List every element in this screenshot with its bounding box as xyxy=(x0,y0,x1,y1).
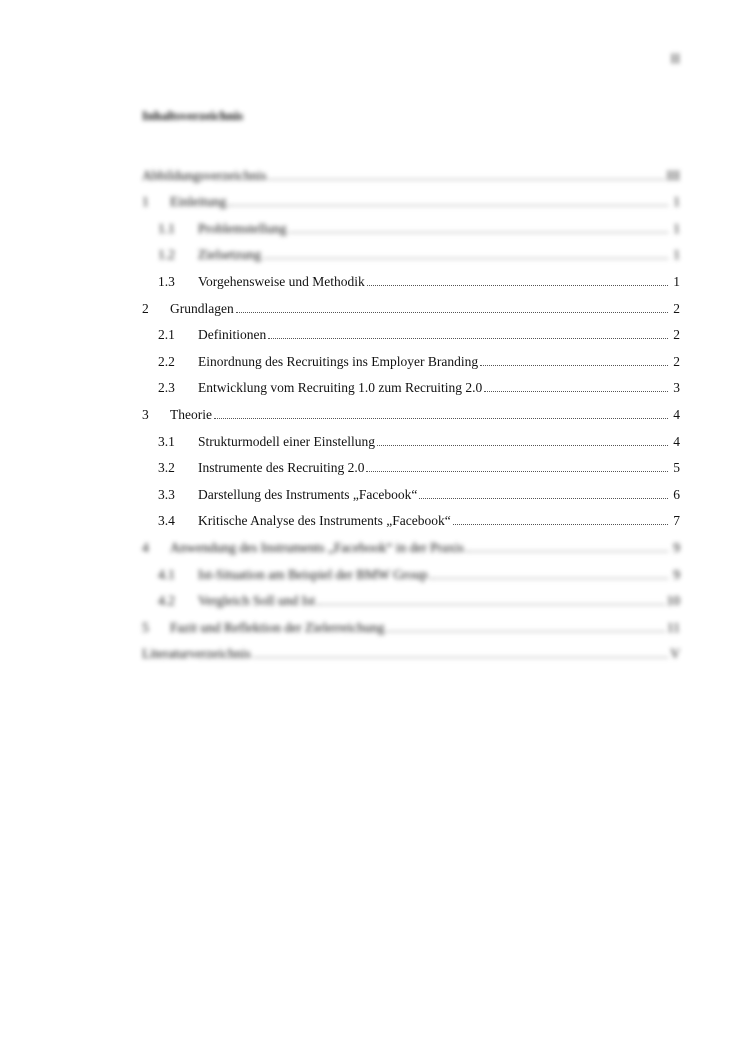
toc-entry-3-2[interactable] xyxy=(142,450,680,477)
toc-entry-number: 4.1 xyxy=(158,566,175,582)
toc-entry-1-3[interactable] xyxy=(142,263,680,290)
toc-entry-number: 3 xyxy=(142,406,149,422)
toc-entry-title: Fazit und Reflektion der Zielerreichung xyxy=(170,619,385,635)
dot-leader xyxy=(289,231,669,233)
toc-entry-number: 2 xyxy=(142,300,149,316)
dot-leader xyxy=(236,311,668,313)
toc-entry-page: 2 xyxy=(673,300,680,316)
toc-entry-page: 1 xyxy=(673,194,680,210)
toc-entry-2-3[interactable] xyxy=(142,370,680,397)
toc-entry-number: 3.1 xyxy=(158,433,175,449)
toc-entry-4-1[interactable] xyxy=(142,556,680,583)
toc-entry-page: 10 xyxy=(666,593,680,609)
toc-entry-title: Theorie xyxy=(170,406,212,422)
toc-entry-3-1[interactable] xyxy=(142,423,680,450)
toc-entry-page: 1 xyxy=(673,273,680,289)
toc-entry-abbildungsverzeichnis[interactable] xyxy=(142,157,680,184)
dot-leader xyxy=(366,470,668,472)
dot-leader xyxy=(377,444,668,446)
dot-leader xyxy=(214,417,668,419)
dot-leader xyxy=(419,497,668,499)
dot-leader xyxy=(430,577,668,579)
toc-entry-number: 4 xyxy=(142,539,149,555)
toc-entry-page: 4 xyxy=(673,406,680,422)
dot-leader xyxy=(453,523,668,525)
toc-entry-1-1[interactable] xyxy=(142,210,680,237)
toc-entry-number: 1.2 xyxy=(158,247,175,263)
table-of-contents xyxy=(142,157,680,662)
toc-entry-2-2[interactable] xyxy=(142,343,680,370)
dot-leader xyxy=(268,337,668,339)
toc-entry-1[interactable] xyxy=(142,184,680,211)
toc-entry-title: Darstellung des Instruments „Facebook“ xyxy=(198,486,418,502)
toc-entry-page: 3 xyxy=(673,380,680,396)
toc-entry-page: 2 xyxy=(673,353,680,369)
dot-leader xyxy=(263,257,668,259)
dot-leader xyxy=(228,204,668,206)
toc-entry-number: 3.2 xyxy=(158,460,175,476)
toc-entry-title: Anwendung des Instruments „Facebook“ in der Praxis xyxy=(170,539,464,555)
toc-entry-2[interactable] xyxy=(142,290,680,317)
toc-entry-number: 2.2 xyxy=(158,353,175,369)
toc-entry-3[interactable] xyxy=(142,396,680,423)
toc-entry-title: Definitionen xyxy=(198,327,267,343)
toc-entry-title: Instrumente des Recruiting 2.0 xyxy=(198,460,365,476)
toc-entry-5[interactable] xyxy=(142,609,680,636)
toc-entry-title: Kritische Analyse des Instruments „Facebook“ xyxy=(198,513,451,529)
toc-entry-title: Grundlagen xyxy=(170,300,234,316)
toc-entry-number: 5 xyxy=(142,619,149,635)
toc-entry-3-4[interactable] xyxy=(142,503,680,530)
toc-entry-page: 5 xyxy=(673,460,680,476)
toc-entry-2-1[interactable] xyxy=(142,317,680,344)
toc-entry-page: 9 xyxy=(673,566,680,582)
page-number: II xyxy=(670,52,680,67)
toc-entry-1-2[interactable] xyxy=(142,237,680,264)
toc-entry-page: 6 xyxy=(673,486,680,502)
toc-entry-page: 2 xyxy=(673,327,680,343)
toc-entry-title: Einleitung xyxy=(170,194,227,210)
toc-entry-number: 3.4 xyxy=(158,513,175,529)
toc-entry-title: Zielsetzung xyxy=(198,247,261,263)
toc-entry-title: Literaturverzeichnis xyxy=(142,646,251,662)
toc-entry-3-3[interactable] xyxy=(142,476,680,503)
toc-entry-page: 7 xyxy=(673,513,680,529)
dot-leader xyxy=(386,630,665,632)
toc-entry-page: III xyxy=(666,167,680,183)
toc-entry-title: Vergleich Soll und Ist xyxy=(198,593,316,609)
toc-entry-number: 2.1 xyxy=(158,327,175,343)
dot-leader xyxy=(317,603,664,605)
toc-entry-number: 2.3 xyxy=(158,380,175,396)
toc-entry-title: Problemstellung xyxy=(198,220,287,236)
toc-entry-title: Entwicklung vom Recruiting 1.0 zum Recruiting 2.0 xyxy=(198,380,483,396)
dot-leader xyxy=(253,656,668,658)
toc-entry-4-2[interactable] xyxy=(142,583,680,610)
toc-entry-page: 1 xyxy=(673,220,680,236)
dot-leader xyxy=(466,550,668,552)
toc-entry-title: Ist-Situation am Beispiel der BMW Group xyxy=(198,566,428,582)
toc-entry-number: 1 xyxy=(142,194,149,210)
toc-entry-page: 9 xyxy=(673,539,680,555)
toc-entry-page: V xyxy=(670,646,680,662)
toc-entry-number: 3.3 xyxy=(158,486,175,502)
toc-entry-page: 11 xyxy=(667,619,680,635)
toc-entry-title: Einordnung des Recruitings ins Employer Branding xyxy=(198,353,479,369)
toc-entry-literaturverzeichnis[interactable] xyxy=(142,636,680,663)
dot-leader xyxy=(367,284,668,286)
dot-leader xyxy=(480,364,668,366)
dot-leader xyxy=(484,390,668,392)
toc-entry-title: Strukturmodell einer Einstellung xyxy=(198,433,375,449)
toc-entry-title: Abbildungsverzeichnis xyxy=(142,167,267,183)
toc-entry-number: 1.3 xyxy=(158,273,175,289)
toc-entry-page: 1 xyxy=(673,247,680,263)
toc-entry-title: Vorgehensweise und Methodik xyxy=(198,273,365,289)
dot-leader xyxy=(268,178,664,180)
toc-entry-number: 1.1 xyxy=(158,220,175,236)
toc-entry-page: 4 xyxy=(673,433,680,449)
toc-entry-number: 4.2 xyxy=(158,593,175,609)
toc-heading: Inhaltsverzeichnis xyxy=(142,108,244,123)
toc-entry-4[interactable] xyxy=(142,529,680,556)
